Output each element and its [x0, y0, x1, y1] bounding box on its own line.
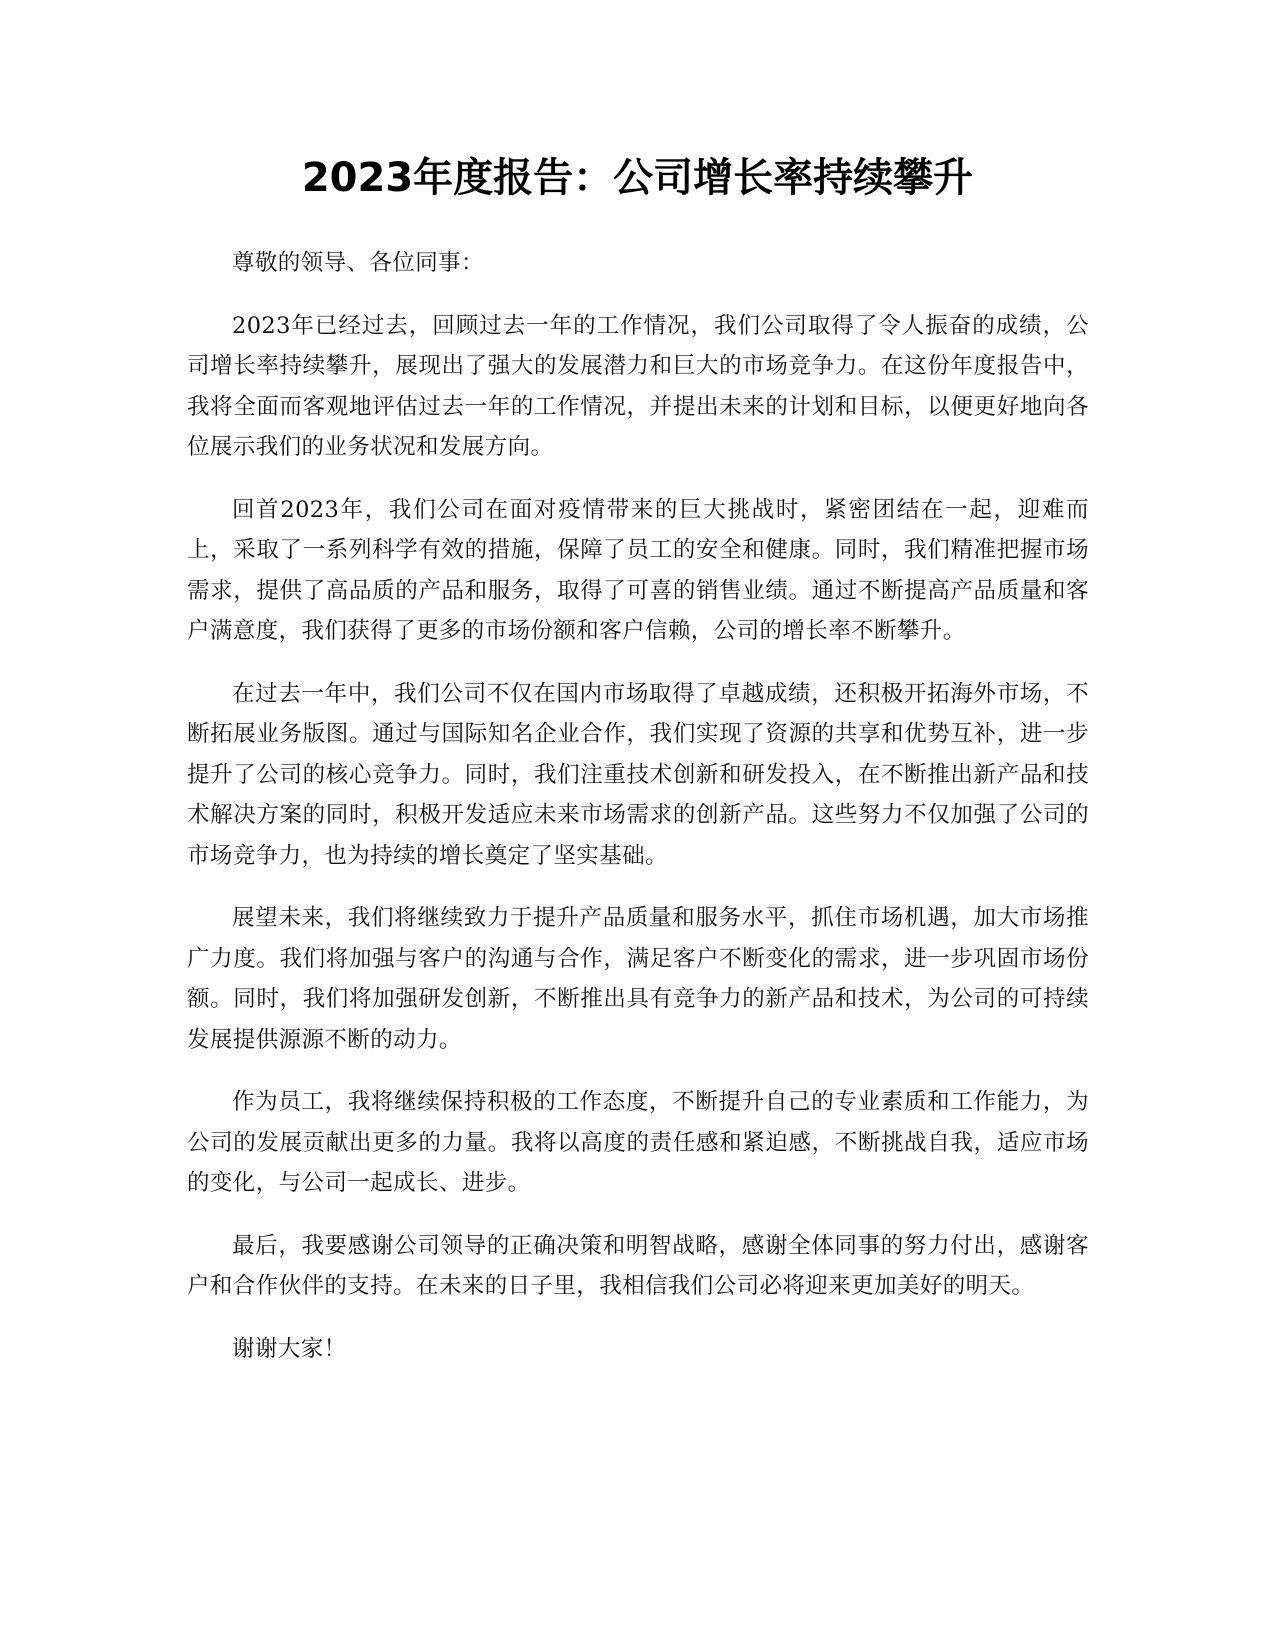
paragraph-outlook: 展望未来，我们将继续致力于提升产品质量和服务水平，抓住市场机遇，加大市场推广力度。我们将加强与客户的沟通与合作，满足客户不断变化的需求，进一步巩固市场份额。同时，我们将加强研发创新，不断推出具有竞争力的新产品和技术，为公司的可持续发展提供源源不断的动力。	[187, 905, 1089, 1053]
document-title: 2023年度报告：公司增长率持续攀升	[301, 155, 974, 201]
paragraph-expansion: 在过去一年中，我们公司不仅在国内市场取得了卓越成绩，还积极开拓海外市场，不断拓展业务版图。通过与国际知名企业合作，我们实现了资源的共享和优势互补，进一步提升了公司的核心竞争力。同时，我们注重技术创新和研发投入，在不断推出新产品和技术解决方案的同时，积极开发适应未来市场需求的创新产品。这些努力不仅加强了公司的市场竞争力，也为持续的增长奠定了坚实基础。	[187, 680, 1089, 869]
paragraph-intro: 2023年已经过去，回顾过去一年的工作情况，我们公司取得了令人振奋的成绩，公司增长率持续攀升，展现出了强大的发展潜力和巨大的市场竞争力。在这份年度报告中，我将全面而客观地评估过去一年的工作情况，并提出未来的计划和目标，以便更好地向各位展示我们的业务状况和发展方向。	[187, 312, 1089, 460]
paragraph-thanks: 最后，我要感谢公司领导的正确决策和明智战略，感谢全体同事的努力付出，感谢客户和合作伙伴的支持。在未来的日子里，我相信我们公司必将迎来更加美好的明天。	[187, 1232, 1089, 1299]
paragraph-commitment: 作为员工，我将继续保持积极的工作态度，不断提升自己的专业素质和工作能力，为公司的发展贡献出更多的力量。我将以高度的责任感和紧迫感，不断挑战自我，适应市场的变化，与公司一起成长、进步。	[187, 1089, 1089, 1196]
document-body	[187, 243, 1089, 1391]
paragraph-review: 回首2023年，我们公司在面对疫情带来的巨大挑战时，紧密团结在一起，迎难而上，采取了一系列科学有效的措施，保障了员工的安全和健康。同时，我们精准把握市场需求，提供了高品质的产品和服务，取得了可喜的销售业绩。通过不断提高产品质量和客户满意度，我们获得了更多的市场份额和客户信赖，公司的增长率不断攀升。	[187, 496, 1089, 644]
salutation: 尊敬的领导、各位同事：	[232, 250, 484, 276]
closing: 谢谢大家！	[232, 1335, 347, 1362]
